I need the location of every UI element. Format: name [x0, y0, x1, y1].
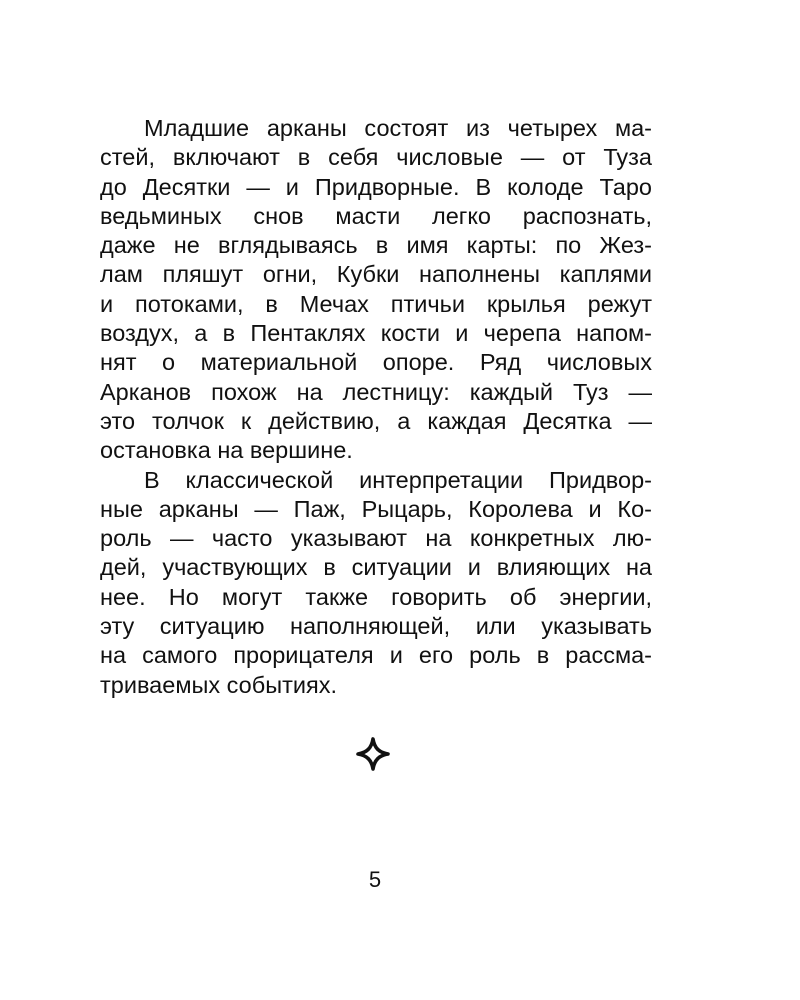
- paragraph-2-line: на самого прорицателя и его роль в рассма-: [100, 642, 652, 669]
- paragraph-2-line: нее. Но могут также говорить об энергии,: [100, 583, 652, 610]
- paragraph-1-line: Арканов похож на лестницу: каждый Туз —: [100, 378, 652, 405]
- paragraph-1-line: и потоками, в Мечах птичьи крылья режут: [100, 290, 652, 317]
- body-text: [100, 114, 652, 700]
- paragraph-1-line: воздух, а в Пентаклях кости и черепа напом-: [100, 320, 652, 347]
- paragraph-1-line: остановка на вершине.: [100, 437, 353, 464]
- page-number: 5: [368, 867, 382, 892]
- paragraph-1-line: даже не вглядываясь в имя карты: по Жез-: [100, 232, 652, 259]
- paragraph-2-line: роль — часто указывают на конкретных лю-: [100, 525, 652, 552]
- paragraph-2-line: дей, участвующих в ситуации и влияющих на: [100, 554, 652, 581]
- paragraph-1-line: нят о материальной опоре. Ряд числовых: [100, 349, 652, 376]
- paragraph-2-line: эту ситуацию наполняющей, или указывать: [100, 613, 652, 640]
- paragraph-2-line: триваемых событиях.: [100, 671, 337, 698]
- paragraph-1-line: ведьминых снов масти легко распознать,: [100, 202, 652, 229]
- paragraph-1-line: это толчок к действию, а каждая Десятка —: [100, 407, 652, 434]
- paragraph-2-line: В классической интерпретации Придвор-: [144, 466, 652, 493]
- paragraph-1-line: Младшие арканы состоят из четырех ма-: [144, 115, 652, 141]
- paragraph-2-line: ные арканы — Паж, Рыцарь, Королева и Ко-: [100, 495, 652, 522]
- paragraph-1-line: стей, включают в себя числовые — от Туза: [100, 144, 652, 171]
- paragraph-1-line: лам пляшут огни, Кубки наполнены каплями: [100, 261, 652, 288]
- four-point-star-icon: [356, 737, 390, 771]
- paragraph-1-line: до Десятки — и Придворные. В колоде Таро: [100, 173, 652, 200]
